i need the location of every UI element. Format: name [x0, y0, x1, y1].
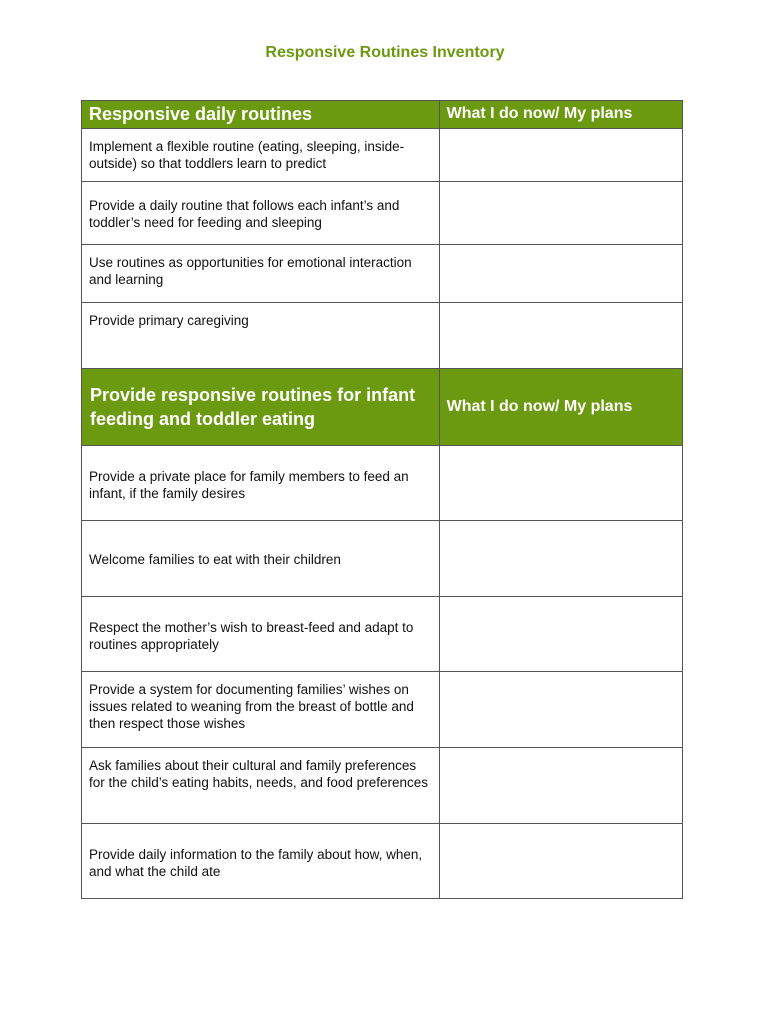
- routine-item: Provide a private place for family members to feed an infant, if the family desires: [82, 446, 440, 521]
- routine-item: Use routines as opportunities for emotional interaction and learning: [82, 245, 440, 303]
- section-header-daily-routines: [82, 101, 683, 129]
- plan-cell[interactable]: [439, 129, 682, 182]
- table-row: [82, 521, 683, 597]
- routine-item: Welcome families to eat with their children: [82, 521, 440, 597]
- plan-cell[interactable]: [439, 672, 682, 748]
- plan-cell[interactable]: [439, 597, 682, 672]
- section-heading: Responsive daily routines: [82, 101, 440, 129]
- routine-item: Provide daily information to the family about how, when, and what the child ate: [82, 824, 440, 899]
- routine-item: Provide a daily routine that follows each infant’s and toddler’s need for feeding and sleeping: [82, 182, 440, 245]
- plans-heading: What I do now/ My plans: [439, 369, 682, 446]
- table-row: [82, 129, 683, 182]
- plan-cell[interactable]: [439, 521, 682, 597]
- section-heading: Provide responsive routines for infant feeding and toddler eating: [82, 369, 440, 446]
- routine-item: Ask families about their cultural and family preferences for the child’s eating habits, needs, and food preferences: [82, 748, 440, 824]
- table-row: [82, 446, 683, 521]
- plan-cell[interactable]: [439, 446, 682, 521]
- table-row: [82, 182, 683, 245]
- table-row: [82, 245, 683, 303]
- table-row: [82, 672, 683, 748]
- routine-item: Provide primary caregiving: [82, 303, 440, 369]
- routine-item: Respect the mother’s wish to breast-feed and adapt to routines appropriately: [82, 597, 440, 672]
- table-row: [82, 597, 683, 672]
- routine-item: Implement a flexible routine (eating, sleeping, inside-outside) so that toddlers learn to predict: [82, 129, 440, 182]
- plan-cell[interactable]: [439, 824, 682, 899]
- table-row: [82, 303, 683, 369]
- routine-item: Provide a system for documenting families’ wishes on issues related to weaning from the breast of bottle and then respect those wishes: [82, 672, 440, 748]
- page-title: Responsive Routines Inventory: [265, 44, 505, 61]
- section-header-feeding: [82, 369, 683, 446]
- plan-cell[interactable]: [439, 182, 682, 245]
- inventory-table: [81, 100, 683, 899]
- plan-cell[interactable]: [439, 303, 682, 369]
- plans-heading: What I do now/ My plans: [439, 101, 682, 129]
- table-row: [82, 748, 683, 824]
- table-row: [82, 824, 683, 899]
- plan-cell[interactable]: [439, 748, 682, 824]
- plan-cell[interactable]: [439, 245, 682, 303]
